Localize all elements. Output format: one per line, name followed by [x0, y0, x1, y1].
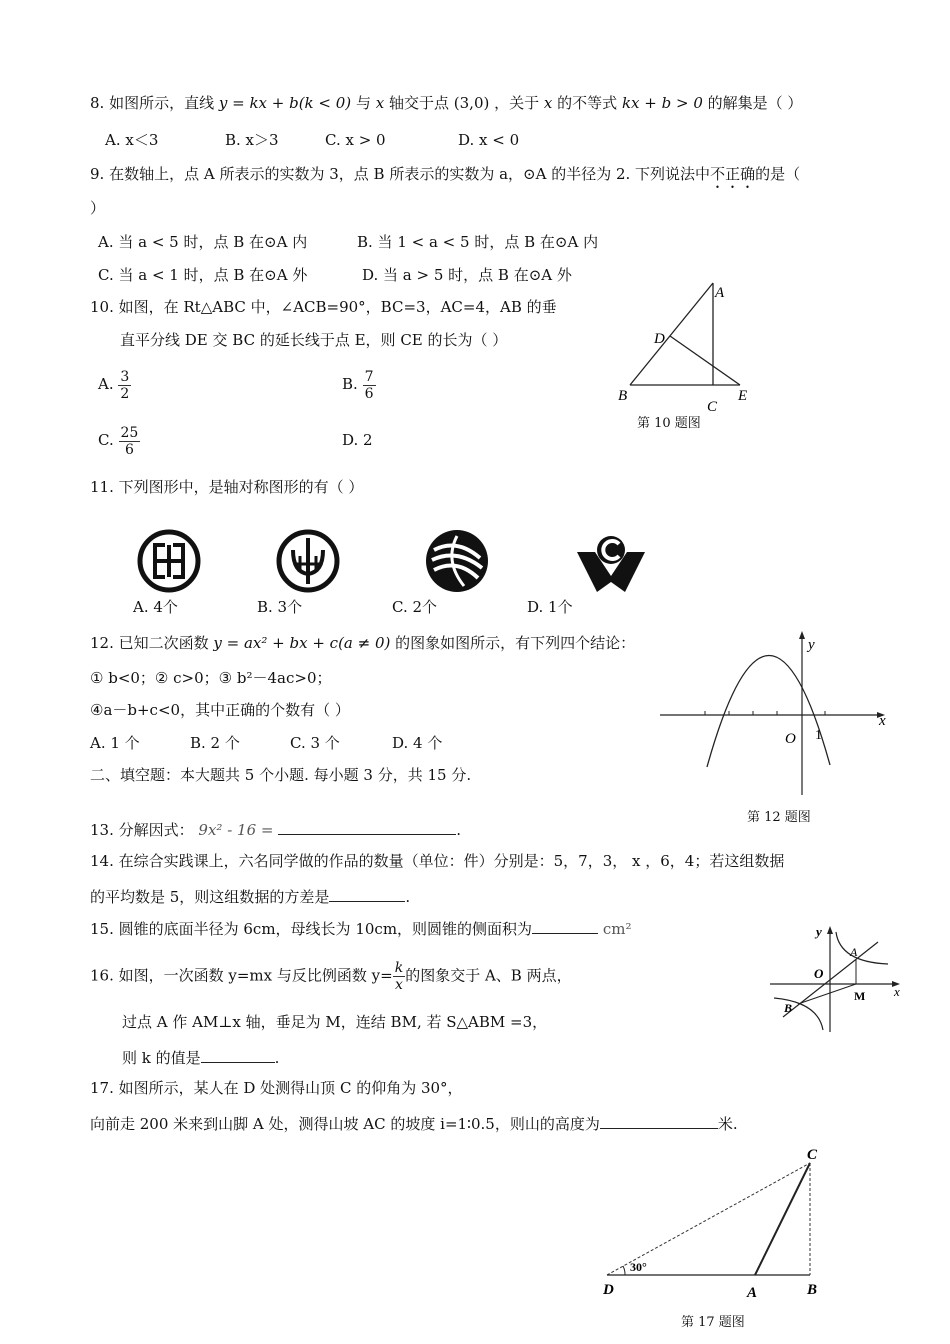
y-arrow-icon — [827, 926, 833, 934]
q14-line2: 的平均数是 5，则这组数据的方差是 . — [90, 885, 410, 907]
q17-line1: 17. 如图所示，某人在 D 处测得山顶 C 的仰角为 30°， — [90, 1079, 463, 1097]
rural-credit-logo-icon — [575, 530, 647, 594]
q12-conclusions-2: ④a－b+c<0，其中正确的个数有（ ） — [90, 701, 350, 719]
label-m: M — [854, 989, 866, 1003]
label-b: B — [807, 1282, 818, 1298]
fraction: $\frac{k}{x}$ — [394, 960, 404, 993]
hyperbola-branch-1 — [836, 932, 888, 964]
q8-stem: 8. 如图所示，直线 y = kx + b(k < 0) 与 x 轴交于点 (3,0) ，关于 x 的不等式 kx + b > 0 的解集是（ ） — [90, 94, 803, 112]
q9-option-d: D. 当 a > 5 时，点 B 在⊙A 外 — [362, 266, 572, 284]
q16-line3: 则 k 的值是 . — [122, 1046, 279, 1068]
section-heading: 二、填空题：本大题共 5 个小题. 每小题 3 分，共 15 分. — [90, 766, 472, 784]
y-arrow-icon — [799, 631, 805, 639]
label-a: A — [747, 1285, 758, 1301]
parabola — [707, 655, 830, 767]
label-c: C — [707, 399, 718, 415]
label-one: 1 — [815, 728, 822, 743]
q10-caption: 第 10 题图 — [637, 416, 701, 431]
segment-bm — [798, 984, 856, 1004]
q9-stem-cont: ） — [90, 199, 106, 217]
label-a: A — [715, 285, 725, 301]
label-x: x — [879, 713, 886, 729]
segment-ac — [755, 1163, 810, 1275]
answer-blank[interactable] — [329, 885, 405, 902]
q9-option-c: C. 当 a < 1 时，点 B 在⊙A 外 — [98, 266, 308, 284]
q13-stem: 13. 分解因式： 9x² - 16 = . — [90, 818, 461, 840]
q17-line2: 向前走 200 米来到山脚 A 处，测得山坡 AC 的坡度 i=1∶0.5，则山的高度为 米. — [90, 1112, 738, 1134]
fraction: $\frac{25}{6}$ — [120, 424, 139, 458]
q8-option-d: D. x < 0 — [458, 131, 520, 149]
q10-stem-line2: 直平分线 DE 交 BC 的延长线于点 E，则 CE 的长为（ ） — [120, 331, 508, 349]
q9-stem: 9. 在数轴上，点 A 所表示的实数为 3，点 B 所表示的实数为 a，⊙A 的半径为 2. 下列说法中不正确的是（ — [90, 165, 801, 183]
label-c: C — [807, 1147, 818, 1163]
q12-caption: 第 12 题图 — [747, 810, 811, 825]
q11-stem: 11. 下列图形中，是轴对称图形的有（ ） — [90, 478, 364, 496]
q11-option-a: A. 4个 — [133, 598, 178, 616]
q10-option-b: B. $\frac{7}{6}$ — [342, 368, 374, 402]
segment-dc — [607, 1163, 810, 1275]
q12-conclusions-1: ① b<0；② c>0；③ b²－4ac>0； — [90, 669, 332, 687]
label-a: A — [850, 945, 858, 959]
q17-caption: 第 17 题图 — [681, 1315, 745, 1330]
q8-option-c: C. x > 0 — [325, 131, 386, 149]
label-origin: O — [814, 966, 824, 981]
q11-option-c: C. 2个 — [392, 598, 438, 616]
q10-option-d: D. 2 — [342, 431, 373, 449]
segment-ba — [630, 283, 713, 385]
answer-blank[interactable] — [600, 1112, 718, 1129]
label-d: D — [603, 1282, 614, 1298]
china-mobile-logo-icon — [424, 528, 490, 594]
hyperbola-branch-2 — [774, 998, 823, 1030]
label-angle: 30° — [630, 1260, 647, 1274]
label-y: y — [816, 924, 822, 939]
q12-stem: 12. 已知二次函数 y = ax² + bx + c(a ≠ 0) 的图象如图所示，有下列四个结论： — [90, 634, 636, 652]
q12-option-a: A. 1 个 — [90, 734, 140, 752]
q16-line2: 过点 A 作 AM⊥x 轴，垂足为 M，连结 BM, 若 S△ABM =3， — [122, 1013, 548, 1031]
q8-option-b: B. x＞3 — [225, 131, 279, 149]
answer-blank[interactable] — [532, 917, 598, 934]
label-b: B — [618, 388, 628, 404]
label-e: E — [738, 388, 748, 404]
answer-blank[interactable] — [278, 818, 456, 835]
q9-option-b: B. 当 1 < a < 5 时，点 B 在⊙A 内 — [357, 233, 599, 251]
q11-option-d: D. 1个 — [527, 598, 573, 616]
fraction: $\frac{7}{6}$ — [364, 368, 374, 402]
segment-de — [670, 336, 740, 385]
q12-option-b: B. 2 个 — [190, 734, 240, 752]
q10-option-a: A. $\frac{3}{2}$ — [98, 368, 130, 402]
q10-option-c: C. $\frac{25}{6}$ — [98, 424, 139, 458]
q17-figure — [595, 1145, 835, 1305]
q11-option-b: B. 3个 — [257, 598, 303, 616]
label-b: B — [784, 1001, 793, 1015]
label-y: y — [808, 637, 815, 653]
answer-blank[interactable] — [201, 1046, 275, 1063]
icbc-logo-icon — [136, 528, 202, 594]
q10-figure — [610, 275, 770, 415]
q12-option-d: D. 4 个 — [392, 734, 443, 752]
q8-option-a: A. x＜3 — [105, 131, 159, 149]
label-d: D — [654, 331, 665, 347]
q16-line1: 16. 如图，一次函数 y=mx 与反比例函数 y= $\frac{k}{x}$ 的图象交于 A、B 两点， — [90, 960, 572, 993]
q10-stem-line1: 10. 如图，在 Rt△ABC 中，∠ACB=90°，BC=3，AC=4，AB 的垂 — [90, 298, 557, 316]
abc-bank-logo-icon — [275, 528, 341, 594]
label-origin: O — [785, 731, 796, 747]
label-x: x — [894, 984, 900, 999]
q16-figure — [768, 922, 908, 1034]
q14-line1: 14. 在综合实践课上，六名同学做的作品的数量（单位：件）分别是：5，7，3， x ，6，4；若这组数据 — [90, 852, 785, 870]
angle-arc — [623, 1266, 625, 1275]
q15-stem: 15. 圆锥的底面半径为 6cm，母线长为 10cm，则圆锥的侧面积为 cm² — [90, 917, 631, 939]
q9-option-a: A. 当 a < 5 时，点 B 在⊙A 内 — [98, 233, 308, 251]
q12-option-c: C. 3 个 — [290, 734, 340, 752]
q12-figure — [655, 625, 895, 800]
fraction: $\frac{3}{2}$ — [120, 368, 130, 402]
